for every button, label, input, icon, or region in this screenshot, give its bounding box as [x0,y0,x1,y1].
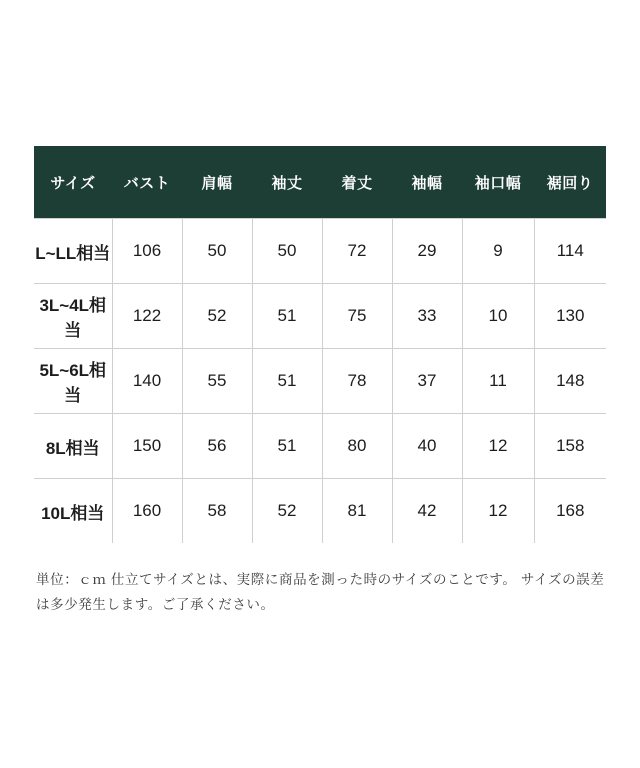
table-row [34,349,606,414]
row-label: 5L~6L相当 [34,349,112,414]
cell-sleeve-length: 51 [252,349,322,414]
cell-bust: 140 [112,349,182,414]
column-header-size: サイズ [34,146,112,219]
cell-sleeve-width: 37 [392,349,462,414]
column-header-hem-circumference: 裾回り [534,146,606,219]
table-row [34,219,606,284]
cell-hem-circumference: 168 [534,479,606,544]
row-label: 10L相当 [34,479,112,544]
cell-cuff-width: 11 [462,349,534,414]
row-label: L~LL相当 [34,219,112,284]
cell-sleeve-length: 51 [252,414,322,479]
column-header-body-length: 着丈 [322,146,392,219]
cell-sleeve-width: 40 [392,414,462,479]
cell-body-length: 75 [322,284,392,349]
table-row [34,284,606,349]
cell-hem-circumference: 158 [534,414,606,479]
cell-body-length: 78 [322,349,392,414]
cell-sleeve-width: 42 [392,479,462,544]
cell-shoulder: 56 [182,414,252,479]
size-table-container [34,146,606,543]
cell-hem-circumference: 130 [534,284,606,349]
cell-cuff-width: 9 [462,219,534,284]
size-table-header [34,146,606,219]
size-table-body [34,219,606,544]
cell-bust: 122 [112,284,182,349]
cell-shoulder: 55 [182,349,252,414]
cell-body-length: 80 [322,414,392,479]
cell-bust: 106 [112,219,182,284]
column-header-shoulder: 肩幅 [182,146,252,219]
cell-sleeve-length: 51 [252,284,322,349]
cell-sleeve-length: 50 [252,219,322,284]
cell-shoulder: 52 [182,284,252,349]
row-label: 8L相当 [34,414,112,479]
cell-sleeve-width: 33 [392,284,462,349]
row-label: 3L~4L相当 [34,284,112,349]
size-note-text: 単位：ｃｍ 仕立てサイズとは、実際に商品を測った時のサイズのことです。 サイズの誤差は多少発生します。ご了承ください。 [36,572,605,612]
cell-cuff-width: 12 [462,414,534,479]
column-header-sleeve-width: 袖幅 [392,146,462,219]
table-header-row [34,146,606,219]
column-header-sleeve-length: 袖丈 [252,146,322,219]
cell-shoulder: 58 [182,479,252,544]
cell-shoulder: 50 [182,219,252,284]
cell-bust: 150 [112,414,182,479]
cell-bust: 160 [112,479,182,544]
column-header-bust: バスト [112,146,182,219]
table-row [34,414,606,479]
cell-sleeve-length: 52 [252,479,322,544]
cell-body-length: 72 [322,219,392,284]
cell-hem-circumference: 114 [534,219,606,284]
table-row [34,479,606,544]
size-table [34,146,606,543]
cell-sleeve-width: 29 [392,219,462,284]
cell-cuff-width: 12 [462,479,534,544]
cell-hem-circumference: 148 [534,349,606,414]
column-header-cuff-width: 袖口幅 [462,146,534,219]
cell-cuff-width: 10 [462,284,534,349]
cell-body-length: 81 [322,479,392,544]
